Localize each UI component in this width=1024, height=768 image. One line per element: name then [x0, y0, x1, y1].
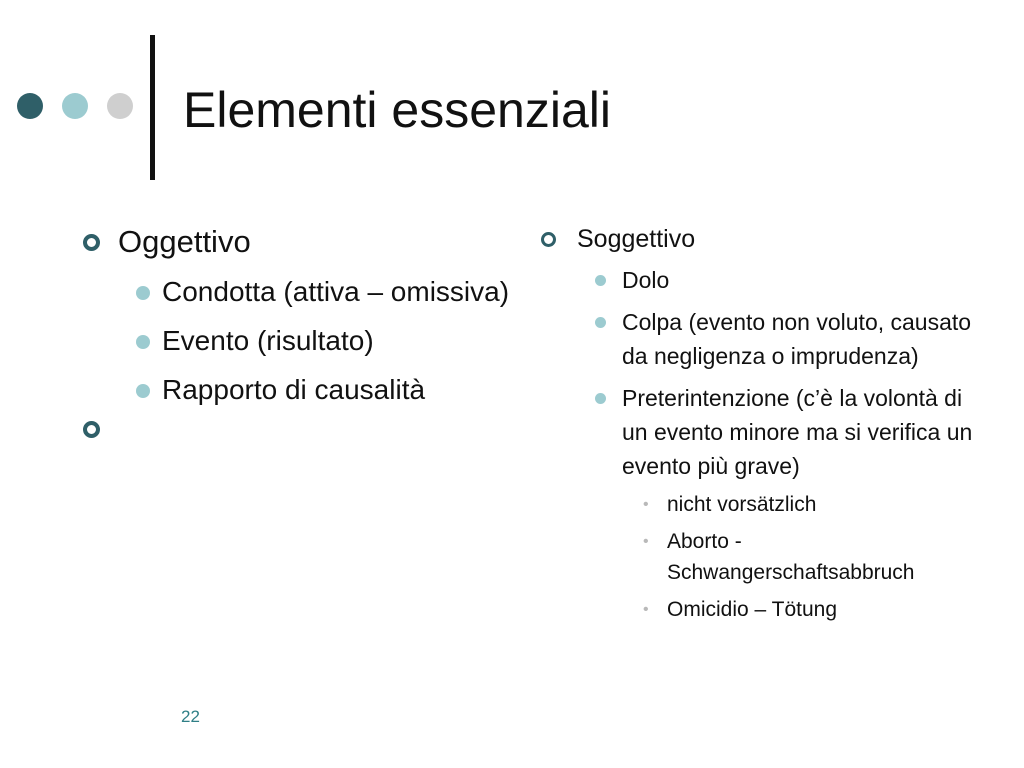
bullet-dot-icon	[136, 335, 150, 349]
title-divider	[150, 35, 155, 180]
page-number: 22	[181, 707, 200, 726]
item-text: Colpa (evento non voluto, causato da negligenza o imprudenza)	[622, 309, 972, 369]
bullet-dot-icon	[136, 384, 150, 398]
bullet-dot-icon	[136, 286, 150, 300]
list-item	[585, 381, 979, 483]
list-item	[124, 273, 510, 311]
left-heading: Oggettivo	[118, 224, 251, 259]
right-column	[539, 223, 979, 625]
list-item	[623, 489, 979, 520]
left-column	[80, 222, 510, 449]
small-bullet-icon: •	[643, 496, 649, 513]
bullet-dot-icon	[595, 393, 606, 404]
list-item-empty	[80, 409, 510, 449]
list-item-oggettivo	[80, 222, 510, 262]
subitem-text: nicht vorsätzlich	[667, 493, 817, 516]
right-heading: Soggettivo	[577, 225, 696, 253]
bullet-dot-icon	[595, 275, 606, 286]
dot-mid	[62, 93, 88, 119]
item-text: Dolo	[622, 267, 670, 293]
slide-title: Elementi essenziali	[183, 82, 611, 138]
list-item	[623, 594, 979, 625]
dot-dark	[17, 93, 43, 119]
item-text: Rapporto di causalità	[162, 374, 426, 405]
small-bullet-icon: •	[643, 533, 649, 550]
item-text: Condotta (attiva – omissiva)	[162, 276, 510, 307]
list-item	[585, 263, 979, 297]
list-item	[623, 526, 979, 588]
list-item	[124, 371, 510, 409]
decorative-dots	[17, 93, 133, 119]
list-item	[124, 322, 510, 360]
item-text: Preterintenzione (c’è la volontà di un evento minore ma si verifica un evento più grave)	[622, 385, 973, 479]
ring-bullet-icon	[541, 232, 556, 247]
list-item-soggettivo	[539, 223, 979, 255]
subitem-text: Aborto - Schwangerschaftsabbruch	[667, 530, 915, 584]
small-bullet-icon: •	[643, 601, 649, 618]
ring-bullet-icon	[83, 421, 100, 438]
ring-bullet-icon	[83, 234, 100, 251]
list-item	[585, 305, 979, 373]
bullet-dot-icon	[595, 317, 606, 328]
subitem-text: Omicidio – Tötung	[667, 598, 838, 621]
item-text: Evento (risultato)	[162, 325, 374, 356]
dot-light	[107, 93, 133, 119]
